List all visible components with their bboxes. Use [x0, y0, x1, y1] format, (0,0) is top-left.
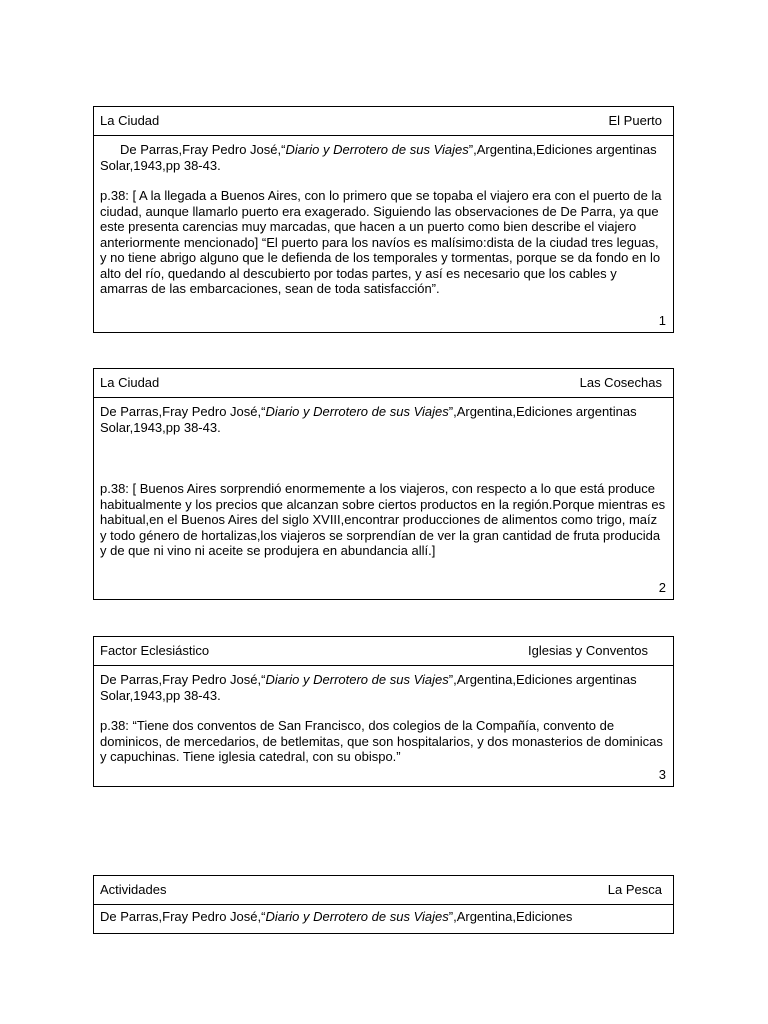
reference-author: De Parras,Fray Pedro José,“	[100, 404, 266, 419]
card-header	[94, 637, 673, 666]
card-header	[94, 107, 673, 136]
bibliographic-reference	[100, 672, 667, 703]
reference-publication: ”,Argentina,Ediciones argentinas Solar,1943,pp 38-43.	[100, 404, 637, 435]
card-body	[94, 136, 673, 334]
card-quote: p.38: [ Buenos Aires sorprendió enormemente a los viajeros, con respecto a lo que está produce habitualmente y los precios que alcanzan sobre ciertos productos en la región.Porque mientras es habitual,en el Buenos Aires del siglo XVIII,encontrar producciones de alimentos como trigo, maíz y todo género de hortalizas,los viajeros se sorprendían de ver la gran cantidad de fruta producida y de que ni vino ni aceite se produjera en abundancia allí.]	[100, 481, 666, 558]
card-number: 1	[658, 313, 666, 328]
reference-title: Diario y Derrotero de sus Viajes	[265, 404, 449, 419]
card-topic: Iglesias y Conventos	[528, 643, 648, 658]
card-quote: p.38: “Tiene dos conventos de San Francisco, dos colegios de la Compañía, convento de dominicos, de mercedarios, de betlemitas, que son hospitalarios, y dos monasterios de dominicas y capuchinas. Tiene iglesia catedral, con su obispo.”	[100, 718, 663, 764]
card-category: La Ciudad	[100, 375, 160, 390]
card-topic: Las Cosechas	[579, 375, 662, 390]
reference-publication: ”,Argentina,Ediciones argentinas Solar,1943,pp 38-43.	[100, 142, 657, 173]
reference-author: De Parras,Fray Pedro José,“	[120, 142, 286, 157]
bibliographic-reference	[100, 909, 667, 925]
index-card	[93, 368, 674, 600]
reference-publication: ”,Argentina,Ediciones	[448, 909, 573, 924]
reference-author: De Parras,Fray Pedro José,“	[100, 909, 266, 924]
reference-author: De Parras,Fray Pedro José,“	[100, 672, 266, 687]
index-card	[93, 636, 674, 787]
index-card	[93, 875, 674, 934]
card-number: 3	[658, 767, 666, 782]
bibliographic-reference	[100, 142, 667, 173]
bibliographic-reference	[100, 404, 667, 435]
reference-publication: ”,Argentina,Ediciones argentinas Solar,1943,pp 38-43.	[100, 672, 637, 703]
card-body	[94, 905, 673, 933]
card-quote: p.38: [ A la llegada a Buenos Aires, con lo primero que se topaba el viajero era con el puerto de la ciudad, aunque llamarlo puerto era exagerado. Siguiendo las observaciones de De Parra, ya que este presenta carencias muy marcadas, que hacen a un puerto como bien describe el viajero anteriormente mencionado] “El puerto para los navíos es malísimo:dista de la ciudad tres leguas, y no tiene abrigo alguno que le defienda de los temporales y tormentas, porque se da fondo en lo alto del río, quedando al descubierto por todas partes, y así es necesario que los cables y amarras de las embarcaciones, sean de toda satisfacción”.	[100, 188, 662, 296]
reference-title: Diario y Derrotero de sus Viajes	[265, 909, 449, 924]
card-category: Factor Eclesiástico	[100, 643, 210, 658]
index-card	[93, 106, 674, 333]
card-topic: El Puerto	[608, 113, 662, 128]
card-number: 2	[658, 580, 666, 595]
card-category: Actividades	[100, 882, 167, 897]
card-body	[94, 398, 673, 601]
card-topic: La Pesca	[607, 882, 662, 897]
reference-title: Diario y Derrotero de sus Viajes	[285, 142, 469, 157]
card-header	[94, 369, 673, 398]
card-category: La Ciudad	[100, 113, 160, 128]
reference-title: Diario y Derrotero de sus Viajes	[265, 672, 449, 687]
card-header	[94, 876, 673, 905]
card-body	[94, 666, 673, 788]
